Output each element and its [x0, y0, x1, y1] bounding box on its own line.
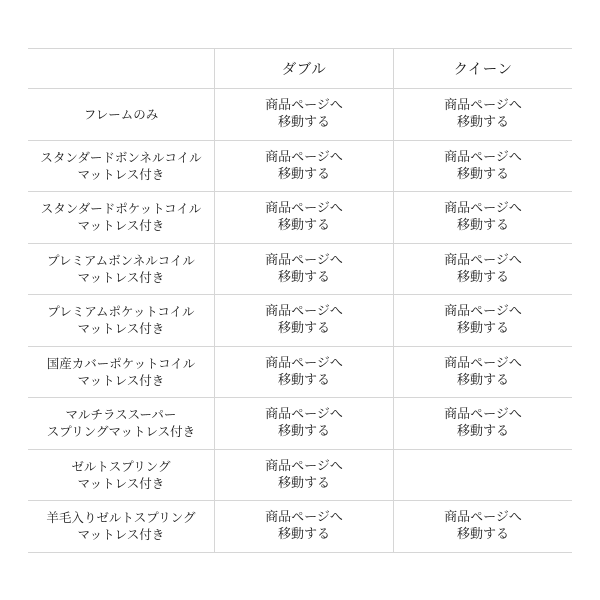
table-header-row: [28, 49, 572, 89]
header-cell-queen: [393, 49, 572, 88]
row-label: 羊毛入りゼルトスプリング マットレス付き: [46, 510, 196, 543]
double-cell: [214, 244, 393, 295]
row-label-cell: [28, 295, 214, 346]
row-label: フレームのみ: [83, 106, 159, 122]
header-cell-empty: [28, 49, 214, 88]
row-label-cell: [28, 347, 214, 398]
row-label: スタンダードボンネルコイル マットレス付き: [40, 149, 202, 182]
double-cell: [214, 89, 393, 140]
queen-product-link[interactable]: 商品ページへ 移動する: [444, 510, 522, 543]
table-body: [28, 89, 572, 553]
table-row: [28, 192, 572, 244]
queen-cell: [393, 192, 572, 243]
queen-cell: [393, 501, 572, 552]
row-label-cell: [28, 141, 214, 192]
queen-product-link[interactable]: 商品ページへ 移動する: [444, 149, 522, 182]
header-label-queen: クイーン: [453, 62, 513, 78]
queen-cell: [393, 89, 572, 140]
double-product-link[interactable]: 商品ページへ 移動する: [265, 304, 343, 337]
double-cell: [214, 450, 393, 501]
table-row: [28, 398, 572, 450]
double-product-link[interactable]: 商品ページへ 移動する: [265, 510, 343, 543]
table-row: [28, 501, 572, 553]
double-cell: [214, 501, 393, 552]
header-cell-double: [214, 49, 393, 88]
queen-cell: [393, 347, 572, 398]
header-label-double: ダブル: [281, 62, 327, 78]
double-product-link[interactable]: 商品ページへ 移動する: [265, 201, 343, 234]
row-label-cell: [28, 501, 214, 552]
double-cell: [214, 347, 393, 398]
queen-product-link[interactable]: 商品ページへ 移動する: [444, 407, 522, 440]
double-product-link[interactable]: 商品ページへ 移動する: [265, 355, 343, 388]
double-product-link[interactable]: 商品ページへ 移動する: [265, 458, 343, 491]
queen-cell: [393, 398, 572, 449]
row-label: マルチラススーパー スプリングマットレス付き: [46, 407, 196, 440]
queen-product-link[interactable]: 商品ページへ 移動する: [444, 355, 522, 388]
queen-product-link[interactable]: 商品ページへ 移動する: [444, 304, 522, 337]
row-label: プレミアムボンネルコイル マットレス付き: [47, 252, 195, 285]
row-label: 国産カバーポケットコイル マットレス付き: [46, 355, 196, 388]
double-product-link[interactable]: 商品ページへ 移動する: [265, 407, 343, 440]
queen-cell: [393, 450, 572, 501]
row-label-cell: [28, 89, 214, 140]
table-row: [28, 141, 572, 193]
table-row: [28, 244, 572, 296]
queen-cell: [393, 244, 572, 295]
table-row: [28, 295, 572, 347]
row-label: プレミアムポケットコイル マットレス付き: [47, 304, 195, 337]
queen-product-link[interactable]: 商品ページへ 移動する: [444, 98, 522, 131]
row-label-cell: [28, 244, 214, 295]
table-row: [28, 347, 572, 399]
queen-cell: [393, 141, 572, 192]
row-label-cell: [28, 192, 214, 243]
double-product-link[interactable]: 商品ページへ 移動する: [265, 252, 343, 285]
double-cell: [214, 141, 393, 192]
row-label-cell: [28, 450, 214, 501]
double-product-link[interactable]: 商品ページへ 移動する: [265, 149, 343, 182]
double-cell: [214, 192, 393, 243]
double-cell: [214, 295, 393, 346]
queen-product-link[interactable]: 商品ページへ 移動する: [444, 252, 522, 285]
table-row: [28, 450, 572, 502]
queen-product-link[interactable]: 商品ページへ 移動する: [444, 201, 522, 234]
size-comparison-table: [28, 48, 572, 553]
row-label: スタンダードポケットコイル マットレス付き: [40, 201, 202, 234]
double-cell: [214, 398, 393, 449]
queen-cell: [393, 295, 572, 346]
table-row: [28, 89, 572, 141]
row-label: ゼルトスプリング マットレス付き: [71, 458, 171, 491]
row-label-cell: [28, 398, 214, 449]
double-product-link[interactable]: 商品ページへ 移動する: [265, 98, 343, 131]
